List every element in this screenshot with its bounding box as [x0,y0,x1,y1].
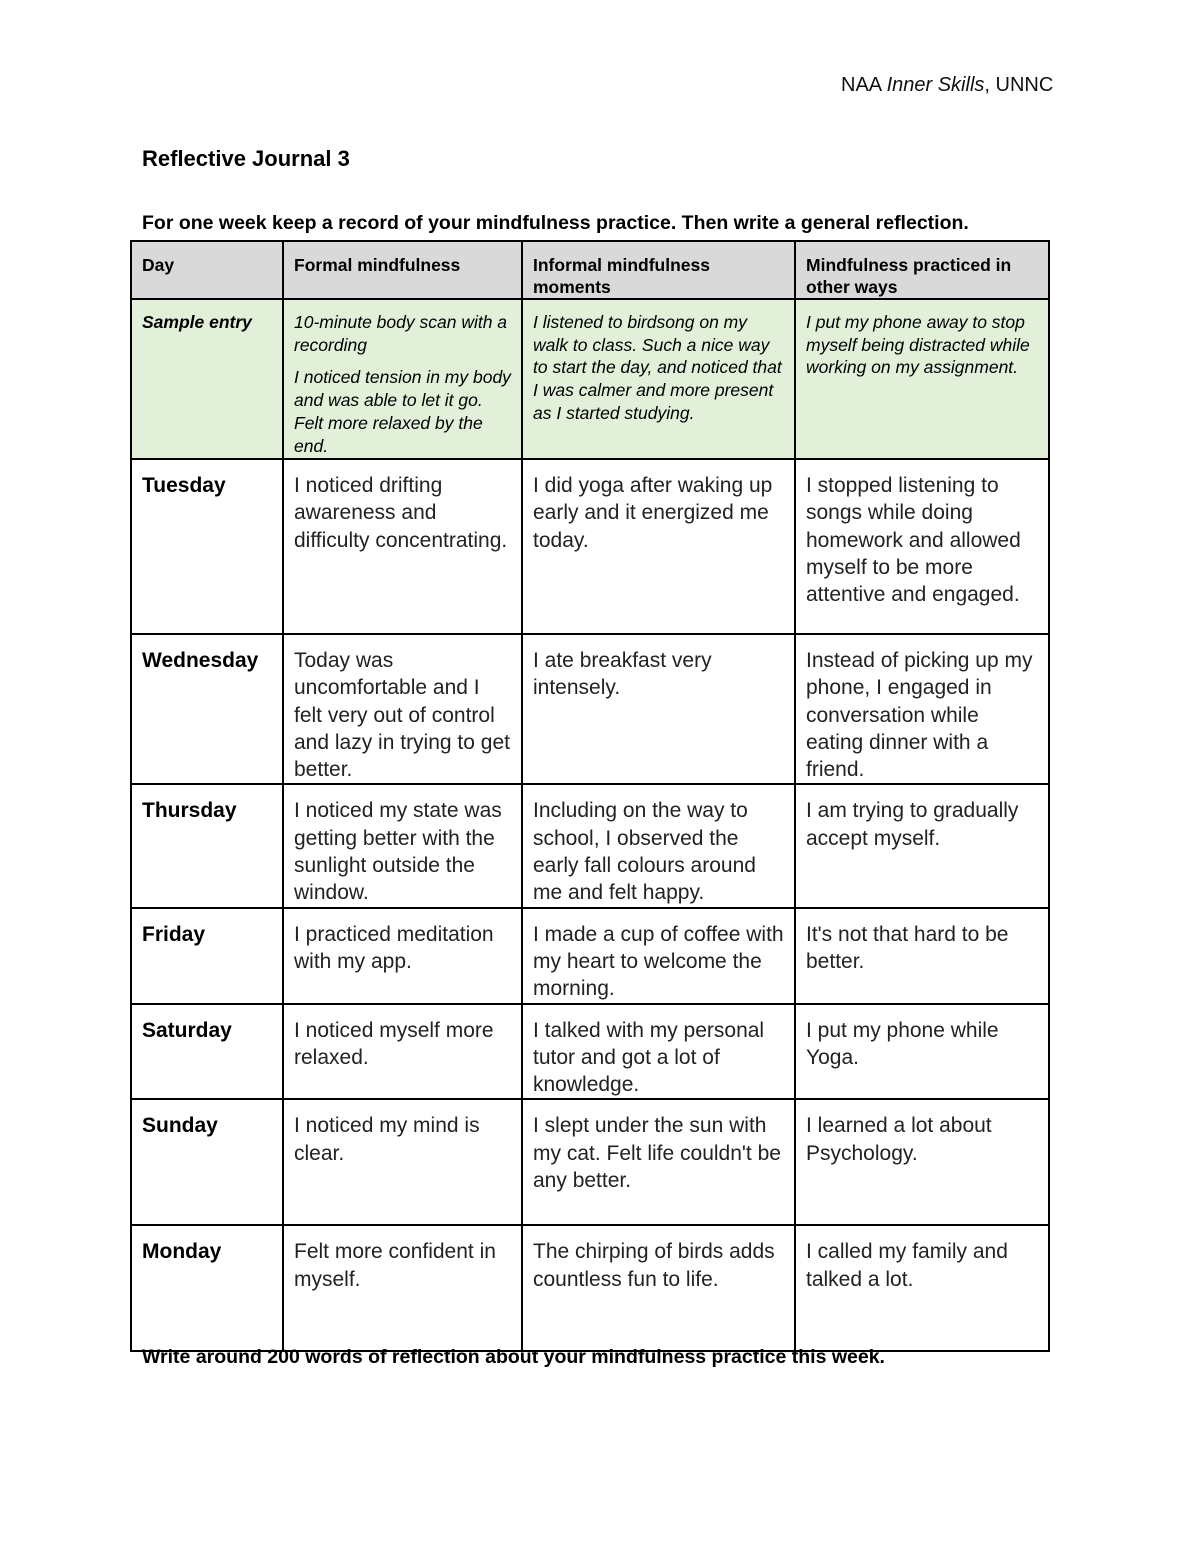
sample-formal-line-1: 10-minute body scan with a recording [294,312,508,355]
instruction-text: For one week keep a record of your mindfulness practice. Then write a general reflection. [142,212,969,234]
formal-cell: I noticed drifting awareness and difficulty concentrating. [283,459,522,634]
other-cell: I learned a lot about Psychology. [795,1099,1049,1225]
sample-other-cell: I put my phone away to stop myself being distracted while working on my assignment. [795,299,1049,459]
formal-cell: I noticed my mind is clear. [283,1099,522,1225]
table-row [131,784,1049,907]
day-cell: Saturday [131,1004,283,1100]
column-header-formal: Formal mindfulness [283,241,522,299]
other-cell: I stopped listening to songs while doing homework and allowed myself to be more attentive and engaged. [795,459,1049,634]
header-italic: Inner Skills [886,74,985,96]
sample-day-cell: Sample entry [131,299,283,459]
other-cell: Instead of picking up my phone, I engaged in conversation while eating dinner with a friend. [795,634,1049,784]
day-cell: Sunday [131,1099,283,1225]
day-cell: Monday [131,1225,283,1351]
page-header [841,74,1053,97]
informal-cell: I did yoga after waking up early and it energized me today. [522,459,795,634]
table-row [131,908,1049,1004]
table-row [131,1225,1049,1351]
other-cell: It's not that hard to be better. [795,908,1049,1004]
table-row [131,459,1049,634]
other-cell: I put my phone while Yoga. [795,1004,1049,1100]
day-cell: Tuesday [131,459,283,634]
sample-formal-cell [283,299,522,459]
header-prefix: NAA [841,74,887,96]
informal-cell: I talked with my personal tutor and got a lot of knowledge. [522,1004,795,1100]
table-row [131,1004,1049,1100]
other-cell: I called my family and talked a lot. [795,1225,1049,1351]
informal-cell: The chirping of birds adds countless fun to life. [522,1225,795,1351]
table-row [131,634,1049,784]
column-header-day: Day [131,241,283,299]
other-cell: I am trying to gradually accept myself. [795,784,1049,907]
sample-formal-line-2: I noticed tension in my body and was able to let it go. Felt more relaxed by the end. [294,367,511,456]
reflection-instruction: Write around 200 words of reflection about your mindfulness practice this week. [142,1346,885,1368]
table-row [131,1099,1049,1225]
informal-cell: I ate breakfast very intensely. [522,634,795,784]
informal-cell: I made a cup of coffee with my heart to welcome the morning. [522,908,795,1004]
table-header-row [131,241,1049,299]
day-cell: Friday [131,908,283,1004]
formal-cell: I noticed myself more relaxed. [283,1004,522,1100]
formal-cell: I noticed my state was getting better with the sunlight outside the window. [283,784,522,907]
formal-cell: Felt more confident in myself. [283,1225,522,1351]
day-cell: Thursday [131,784,283,907]
informal-cell: I slept under the sun with my cat. Felt life couldn't be any better. [522,1099,795,1225]
column-header-informal: Informal mindfulness moments [522,241,795,299]
document-title: Reflective Journal 3 [142,146,350,171]
day-cell: Wednesday [131,634,283,784]
sample-entry-row [131,299,1049,459]
informal-cell: Including on the way to school, I observed the early fall colours around me and felt happy. [522,784,795,907]
journal-table [130,240,1050,1352]
header-suffix: , UNNC [984,74,1054,96]
formal-cell: I practiced meditation with my app. [283,908,522,1004]
formal-cell: Today was uncomfortable and I felt very out of control and lazy in trying to get better. [283,634,522,784]
column-header-other: Mindfulness practiced in other ways [795,241,1049,299]
sample-informal-cell: I listened to birdsong on my walk to class. Such a nice way to start the day, and noticed that I was calmer and more present as I started studying. [522,299,795,459]
